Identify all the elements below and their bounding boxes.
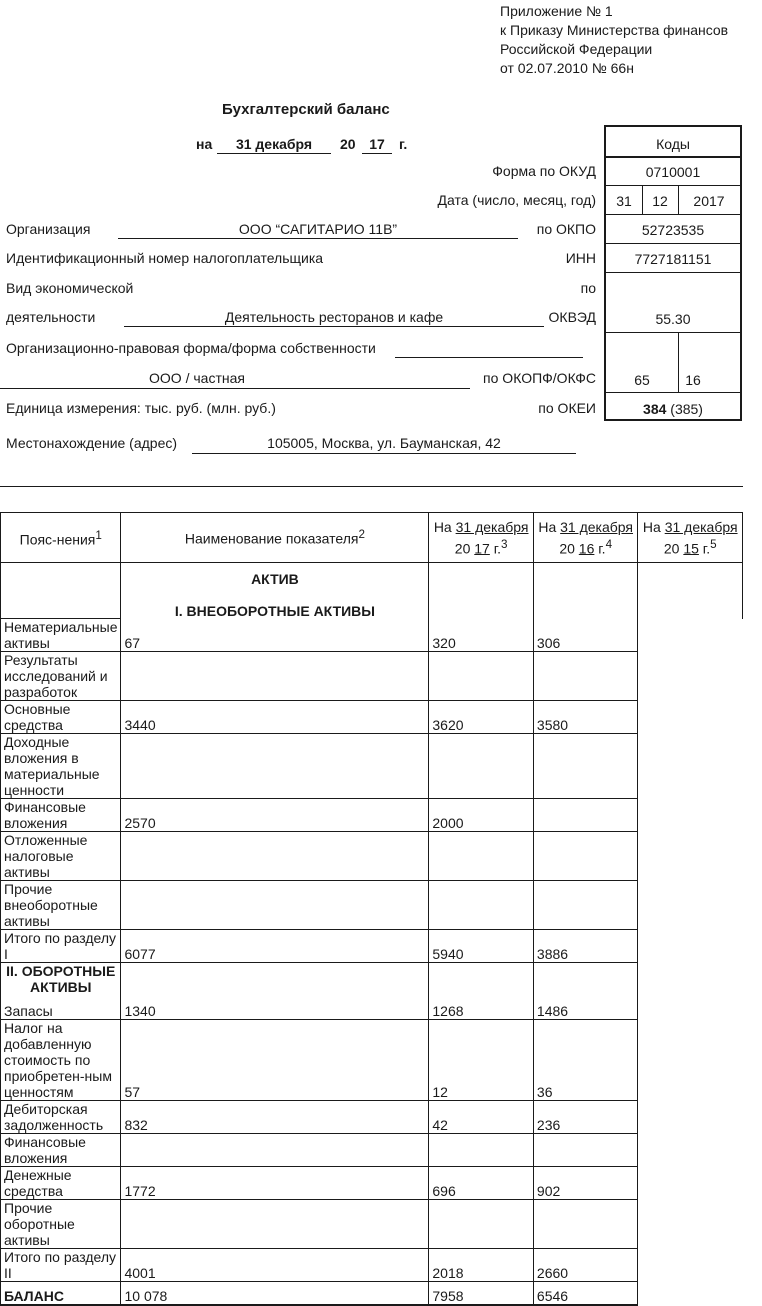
row-name: Итого по разделу II <box>1 1248 121 1281</box>
section2-body <box>1 995 743 1281</box>
balance-label: БАЛАНС <box>1 1281 121 1305</box>
row-value-2017 <box>121 734 429 799</box>
row-value-2016: 696 <box>429 1166 534 1199</box>
row-name: Отложенные налоговые активы <box>1 832 121 881</box>
row-name: Налог на добавленную стоимость по приобретен-ным ценностям <box>1 1019 121 1100</box>
address-value: 105005, Москва, ул. Бауманская, 42 <box>267 435 501 451</box>
asset-heading-row <box>1 563 743 587</box>
table-row <box>1 734 743 799</box>
row-name: Прочие оборотные активы <box>1 1199 121 1248</box>
row-name: Доходные вложения в материальные ценности <box>1 734 121 799</box>
table-row <box>1 701 743 734</box>
approval-line: от 02.07.2010 № 66н <box>500 60 634 76</box>
date-day-month: 31 декабря <box>235 136 313 152</box>
table-row <box>1 799 743 832</box>
table-row <box>1 619 743 652</box>
balance-table <box>0 512 743 1306</box>
okopf-value: 65 <box>634 372 650 388</box>
okved-value: 55.30 <box>655 311 691 327</box>
unit-label: Единица измерения: тыс. руб. (млн. руб.) <box>6 400 276 416</box>
date-day-code: 31 <box>616 193 632 209</box>
inn-label: Идентификационный номер налогоплательщика <box>6 250 324 266</box>
row-name: Денежные средства <box>1 1166 121 1199</box>
row-value-2015: 236 <box>533 1100 638 1133</box>
balance-2016: 7958 <box>429 1281 534 1305</box>
row-value-2017: 4001 <box>121 1248 429 1281</box>
date-year-prefix: 20 <box>340 136 356 152</box>
table-row <box>1 1248 743 1281</box>
table-row <box>1 652 743 701</box>
row-value-2015 <box>533 1133 638 1166</box>
row-value-2017: 1340 <box>121 995 429 1019</box>
table-row <box>1 1019 743 1100</box>
date-suffix: г. <box>399 136 408 152</box>
row-value-2017 <box>121 1133 429 1166</box>
row-value-2015: 306 <box>533 619 638 652</box>
org-label: Организация <box>6 221 91 237</box>
row-value-2015: 902 <box>533 1166 638 1199</box>
approval-line: к Приказу Министерства финансов <box>500 22 729 38</box>
row-value-2015 <box>533 1199 638 1248</box>
document-title: Бухгалтерский баланс <box>222 101 390 118</box>
row-value-2017: 1772 <box>121 1166 429 1199</box>
date-prefix: на <box>196 136 213 152</box>
row-value-2016: 2000 <box>429 799 534 832</box>
row-value-2016: 3620 <box>429 701 534 734</box>
okfs-value: 16 <box>685 372 701 388</box>
legal-form-value: ООО / частная <box>149 370 245 386</box>
row-value-2015 <box>533 652 638 701</box>
row-value-2017 <box>121 832 429 881</box>
row-value-2017 <box>121 881 429 930</box>
row-value-2016 <box>429 1199 534 1248</box>
table-row <box>1 1133 743 1166</box>
row-value-2017: 6077 <box>121 930 429 963</box>
legal-form-label: Организационно-правовая форма/форма собственности <box>6 340 376 356</box>
row-name: Дебиторская задолженность <box>1 1100 121 1133</box>
row-value-2015: 2660 <box>533 1248 638 1281</box>
approval-line: Приложение № 1 <box>500 3 613 19</box>
row-value-2016: 5940 <box>429 930 534 963</box>
row-name: Финансовые вложения <box>1 799 121 832</box>
row-value-2017: 832 <box>121 1100 429 1133</box>
col-period-header-2: На 31 декабря 20 16 г.$^4$ <box>533 513 638 563</box>
approval-block <box>500 2 728 78</box>
okved-label: ОКВЭД <box>548 309 596 325</box>
org-name: ООО “САГИТАРИО 11В” <box>238 221 398 237</box>
row-name: Нематериальные активы <box>1 619 121 652</box>
row-value-2017 <box>121 652 429 701</box>
row-name: Итого по разделу I <box>1 930 121 963</box>
row-value-2016 <box>429 832 534 881</box>
okud-value: 0710001 <box>645 164 701 180</box>
okud-label: Форма по ОКУД <box>492 163 596 179</box>
table-row <box>1 1166 743 1199</box>
section1-heading: I. ВНЕОБОРОТНЫЕ АКТИВЫ <box>121 587 429 619</box>
year-underline <box>362 153 392 154</box>
row-value-2016: 320 <box>429 619 534 652</box>
activity-value: Деятельность ресторанов и кафе <box>224 309 444 325</box>
section2-heading-row <box>1 963 743 996</box>
row-value-2015 <box>533 734 638 799</box>
codes-box <box>604 125 742 421</box>
row-value-2015 <box>533 832 638 881</box>
row-value-2015: 3886 <box>533 930 638 963</box>
balance-row <box>1 1281 743 1305</box>
col-period-header-1: На 31 декабря 20 17 г.$^3$ <box>429 513 534 563</box>
col-period-header-3: На 31 декабря 20 15 г.$^5$ <box>638 513 743 563</box>
row-name: Результаты исследований и разработок <box>1 652 121 701</box>
table-row <box>1 930 743 963</box>
row-value-2016: 1268 <box>429 995 534 1019</box>
okei-bold: 384 <box>643 401 667 417</box>
row-name: Основные средства <box>1 701 121 734</box>
date-year-code: 2017 <box>693 193 725 209</box>
okpo-label: по ОКПО <box>536 221 596 237</box>
col-name-header: Наименование показателя$^2$ <box>121 513 429 563</box>
separator-line <box>0 486 743 487</box>
inn-value: 7727181151 <box>634 251 712 267</box>
balance-2017: 10 078 <box>121 1281 429 1305</box>
approval-line: Российской Федерации <box>500 41 653 57</box>
table-row <box>1 995 743 1019</box>
codes-label: Коды <box>656 136 690 152</box>
row-value-2015 <box>533 881 638 930</box>
row-value-2016 <box>429 652 534 701</box>
activity-po-label: по <box>580 280 596 296</box>
row-value-2015 <box>533 799 638 832</box>
okei-value <box>606 401 740 417</box>
okpo-value: 52723535 <box>641 222 705 238</box>
row-name: Запасы <box>1 995 121 1019</box>
row-value-2017: 2570 <box>121 799 429 832</box>
table-row <box>1 832 743 881</box>
inn-code-label: ИНН <box>565 250 596 266</box>
activity-label-1: Вид экономической <box>6 280 134 296</box>
date-label: Дата (число, месяц, год) <box>437 192 596 208</box>
section2-heading: II. ОБОРОТНЫЕ АКТИВЫ <box>1 963 121 996</box>
row-value-2017: 3440 <box>121 701 429 734</box>
activity-label-2: деятельности <box>6 309 96 325</box>
row-value-2016: 42 <box>429 1100 534 1133</box>
date-underline <box>217 153 331 154</box>
row-value-2017 <box>121 1199 429 1248</box>
okei-label: по ОКЕИ <box>538 400 596 416</box>
row-value-2017: 57 <box>121 1019 429 1100</box>
row-value-2016: 12 <box>429 1019 534 1100</box>
row-value-2016 <box>429 881 534 930</box>
okei-alt: (385) <box>670 401 703 417</box>
notes-column <box>1 563 121 619</box>
row-value-2015: 1486 <box>533 995 638 1019</box>
okopf-label: по ОКОПФ/ОКФС <box>483 370 596 386</box>
table-row <box>1 1199 743 1248</box>
row-value-2015: 3580 <box>533 701 638 734</box>
row-value-2017: 67 <box>121 619 429 652</box>
address-label: Местонахождение (адрес) <box>6 435 178 451</box>
row-value-2015: 36 <box>533 1019 638 1100</box>
row-value-2016 <box>429 1133 534 1166</box>
row-name: Прочие внеоборотные активы <box>1 881 121 930</box>
col-note-header: Пояс-нения$^1$ <box>1 513 121 563</box>
table-row <box>1 881 743 930</box>
row-value-2016: 2018 <box>429 1248 534 1281</box>
balance-2015: 6546 <box>533 1281 638 1305</box>
table-header-row <box>1 513 743 563</box>
asset-heading: АКТИВ <box>121 563 429 587</box>
row-name: Финансовые вложения <box>1 1133 121 1166</box>
row-value-2016 <box>429 734 534 799</box>
date-month-code: 12 <box>652 193 668 209</box>
table-row <box>1 1100 743 1133</box>
date-year: 17 <box>369 136 385 152</box>
section1-body <box>1 619 743 963</box>
